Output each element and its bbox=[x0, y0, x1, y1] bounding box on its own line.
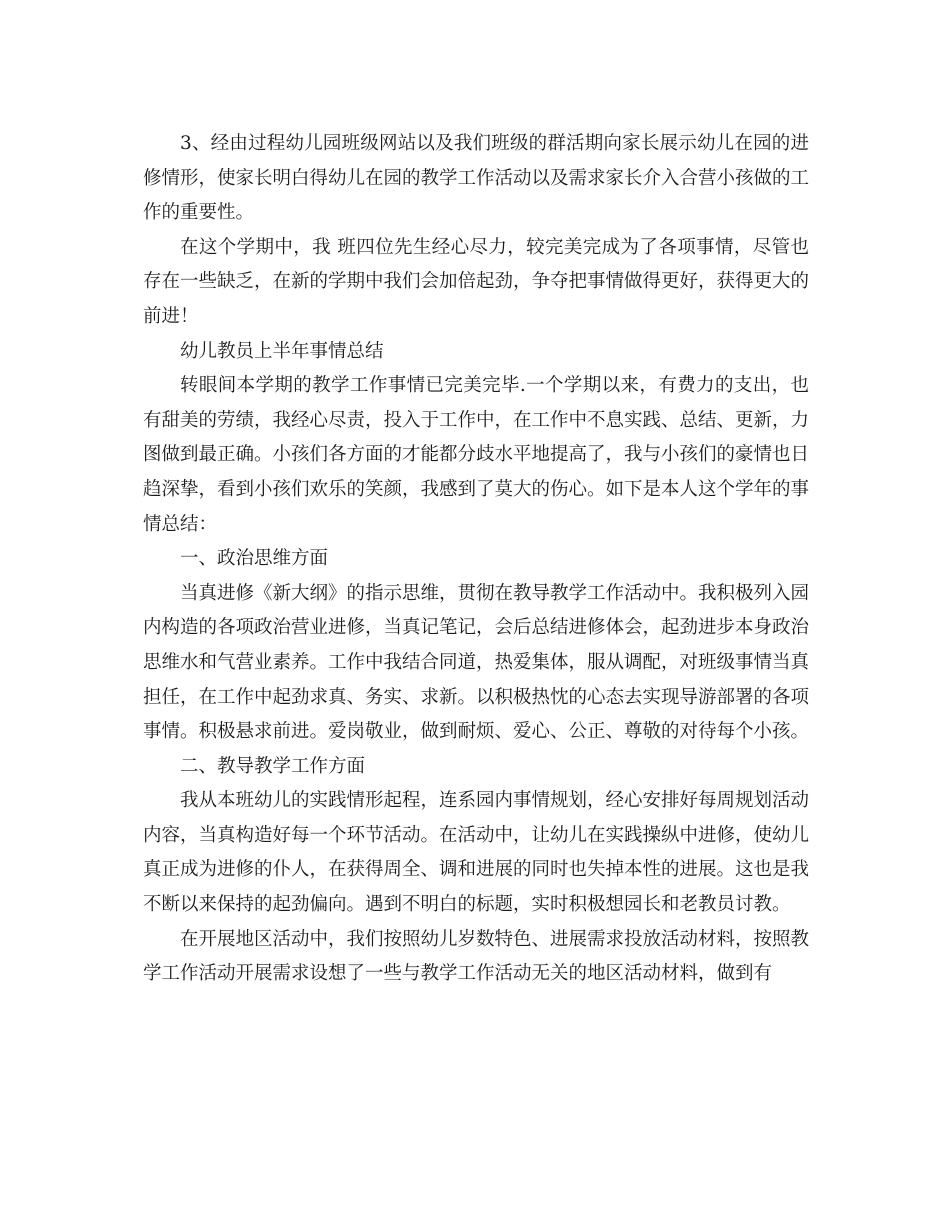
paragraph-6: 在开展地区活动中，我们按照幼儿岁数特色、进展需求投放活动材料，按照教学工作活动开展需求设想了一些与教学工作活动无关的地区活动材料，做到有 bbox=[143, 928, 810, 985]
section-heading-politics: 一、政治思维方面 bbox=[180, 548, 329, 570]
paragraph-3: 转眼间本学期的教学工作事情已完美完毕.一个学期以来，有费力的支出，也有甜美的劳绩，我经心尽责，投入于工作中，在工作中不息实践、总结、更新，力图做到最正确。小孩们各方面的才能都分歧水平地提高了，我与小孩们的豪情也日趋深挚，看到小孩们欢乐的笑颜，我感到了莫大的伤心。如下是本人这个学年的事情总结： bbox=[143, 375, 810, 535]
paragraph-5: 我从本班幼儿的实践情形起程，连系园内事情规划，经心安排好每周规划活动内容，当真构造好每一个环节活动。在活动中，让幼儿在实践操纵中进修，使幼儿真正成为进修的仆人，在获得周全、调和进展的同时也失掉本性的进展。这也是我不断以来保持的起劲偏向。遇到不明白的标题，实时积极想园长和老教员讨教。 bbox=[143, 790, 810, 916]
paragraph-4: 当真进修《新大纲》的指示思维，贯彻在教导教学工作活动中。我积极列入园内构造的各项政治营业进修，当真记笔记，会后总结进修体会，起劲进步本身政治思维水和气营业素养。工作中我结合同道，热爱集体，服从调配，对班级事情当真担任，在工作中起劲求真、务实、求新。以积极热忱的心态去实现导游部署的各项事情。积极悬求前进。爱岗敬业，做到耐烦、爱心、公正、尊敬的对待每个小孩。 bbox=[143, 582, 810, 743]
section-heading-summary: 幼儿教员上半年事情总结 bbox=[180, 340, 384, 362]
document-body bbox=[143, 127, 809, 992]
section-heading-teaching: 二、教导教学工作方面 bbox=[180, 755, 366, 777]
paragraph-1: 3、经由过程幼儿园班级网站以及我们班级的群活期向家长展示幼儿在园的进修情形，使家长明白得幼儿在园的教学工作活动以及需求家长介入合营小孩做的工作的重要性。 bbox=[143, 133, 810, 224]
paragraph-2: 在这个学期中，我 班四位先生经心尽力，较完美完成为了各项事情，尽管也存在一些缺乏，在新的学期中我们会加倍起劲，争夺把事情做得更好，获得更大的前进！ bbox=[143, 236, 810, 327]
